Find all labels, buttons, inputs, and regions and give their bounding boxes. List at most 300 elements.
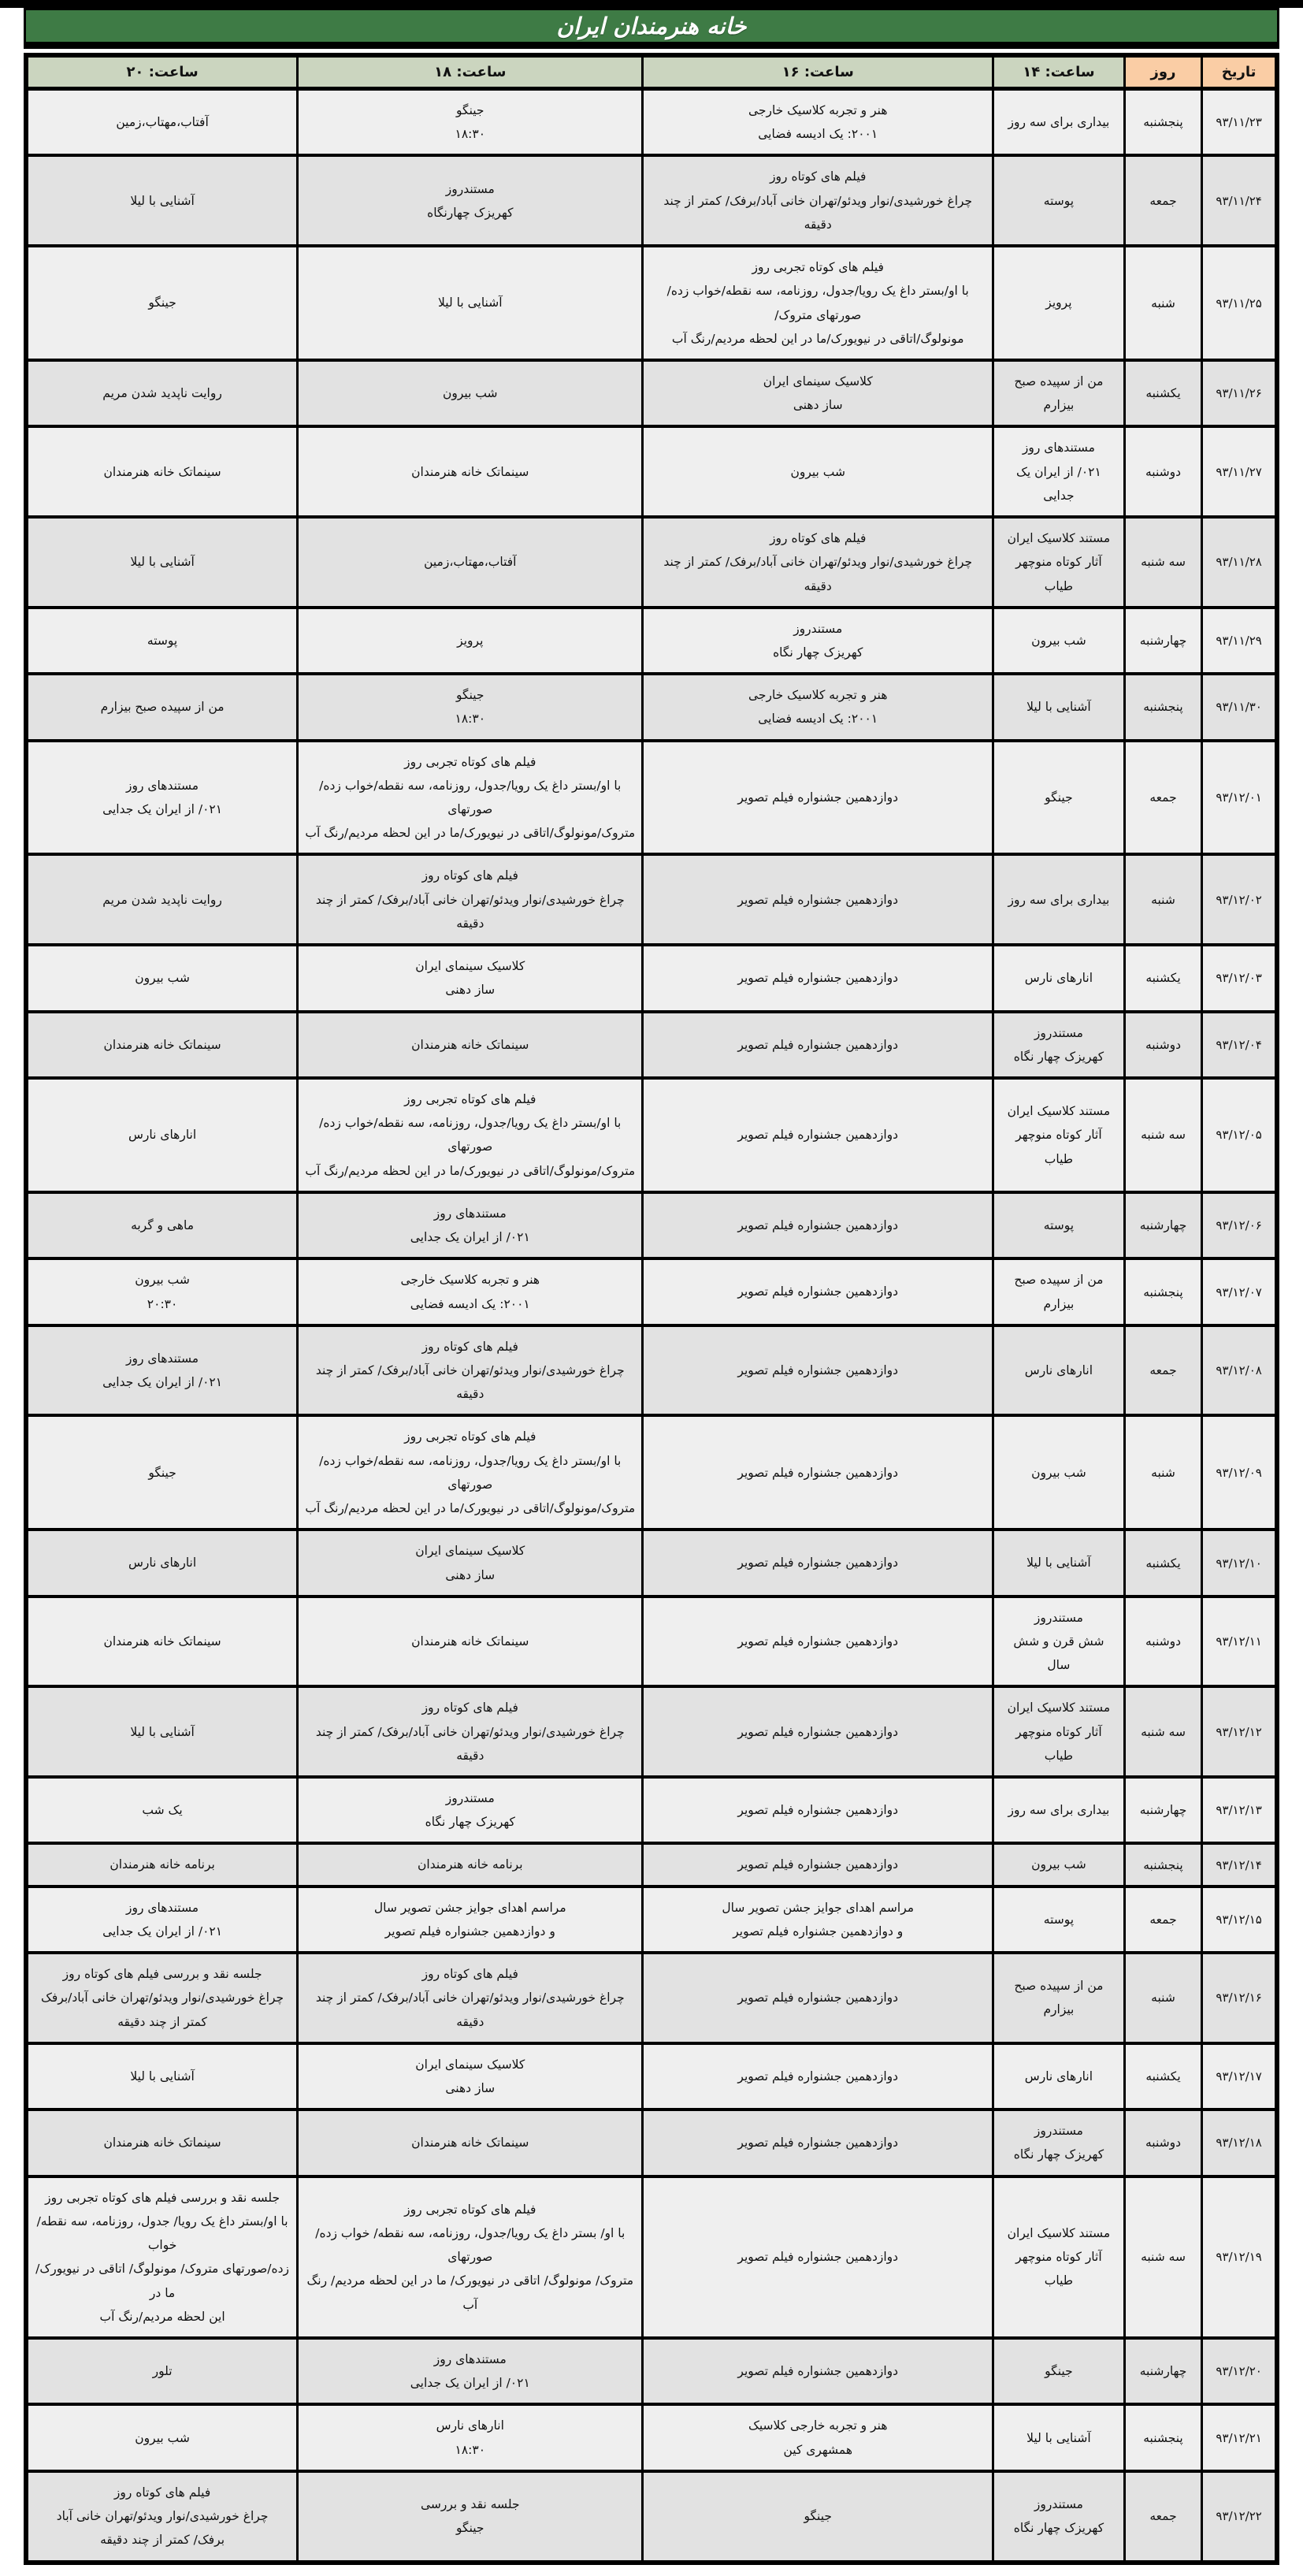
cell-line: ۰۲۱/ از ایران یک جدایی (102, 802, 223, 817)
table-row (26, 608, 1277, 674)
schedule-cell-20 (26, 1258, 298, 1325)
schedule-cell-16 (643, 945, 993, 1011)
schedule-sheet (0, 8, 1303, 2576)
schedule-cell-14 (993, 1597, 1125, 1687)
cell-line: چراغ خورشیدی/نوار ویدئو/تهران خانی آباد/برفک/ کمتر از چند دقیقه (315, 1991, 625, 2029)
cell-line: کلاسیک سینمای ایران (763, 374, 873, 388)
cell-line: کهریزک چهار نگاه (425, 1815, 515, 1830)
schedule-cell-18 (298, 517, 643, 608)
schedule-cell-16 (643, 2043, 993, 2109)
schedule-cell-18 (298, 1415, 643, 1530)
table-row (26, 945, 1277, 1011)
cell-line: شب بیرون (1031, 1465, 1086, 1480)
schedule-cell-20 (26, 426, 298, 517)
cell-line: فیلم های کوتاه روز (113, 2485, 211, 2500)
cell-line: مستندهای روز (126, 778, 199, 793)
schedule-cell-18 (298, 1953, 643, 2043)
cell-line: کهریزک چهار نگاه (1013, 2147, 1104, 2162)
table-row (26, 1886, 1277, 1953)
cell-line: ۰۲۱/ از ایران یک جدایی (410, 2376, 530, 2391)
cell-line: کلاسیک سینمای ایران (415, 2057, 525, 2072)
cell-line: هنر و تجربه کلاسیک خارجی (748, 688, 888, 703)
day-cell: شنبه (1124, 1415, 1201, 1530)
schedule-cell-20 (26, 1415, 298, 1530)
schedule-cell-20 (26, 2109, 298, 2176)
cell-line: متروک/مونولوگ/اتاقی در نیویورک/ما در این لحظه مردیم/رنگ آب (305, 1501, 636, 1516)
cell-line: شب بیرون (1031, 633, 1086, 648)
cell-line: با او/بستر داغ یک رویا/جدول، روزنامه، سه نقطه/خواب زده/صورتهای متروک/ (666, 284, 969, 322)
table-row (26, 1597, 1277, 1687)
day-cell: سه شنبه (1124, 1686, 1201, 1777)
cell-line: متروک/ مونولوگ/ اتاقی در نیویورک/ ما در این لحظه مردیم/ رنگ آب (306, 2273, 634, 2312)
schedule-cell-18 (298, 2176, 643, 2338)
cell-line: فیلم های کوتاه تجربی روز (404, 1092, 536, 1106)
cell-line: من از سپیده صبح بیزارم (1014, 1979, 1104, 2017)
schedule-cell-18 (298, 608, 643, 674)
cell-line: دوازدهمین جشنواره فیلم تصویر (737, 1217, 899, 1232)
schedule-cell-18 (298, 1597, 643, 1687)
cell-line: کمتر از چند دقیقه (117, 2014, 207, 2029)
cell-line: مستندهای روز (1022, 440, 1095, 455)
schedule-cell-14 (993, 1953, 1125, 2043)
cell-line: شب بیرون (443, 386, 498, 401)
cell-line: بیداری برای سه روز (1008, 1803, 1110, 1818)
cell-line: مستند کلاسیک ایران (1007, 1701, 1111, 1715)
cell-line: شب بیرون (790, 464, 845, 479)
table-row (26, 2109, 1277, 2176)
cell-line: فیلم های کوتاه روز (421, 868, 518, 883)
schedule-cell-20 (26, 854, 298, 945)
cell-line: با او/بستر داغ یک رویا/جدول، روزنامه، سه نقطه/خواب زده/صورتهای (319, 1453, 622, 1492)
schedule-cell-18 (298, 674, 643, 740)
day-cell: یکشنبه (1124, 2043, 1201, 2109)
cell-line: دوازدهمین جشنواره فیلم تصویر (737, 2069, 899, 2083)
schedule-cell-18 (298, 2043, 643, 2109)
cell-line: ماهی و گربه (131, 1217, 195, 1232)
date-cell: ۹۳/۱۲/۰۵ (1202, 1078, 1277, 1192)
cell-line: آثار کوتاه منوچهر طیاب (1015, 2250, 1102, 2288)
schedule-cell-14 (993, 608, 1125, 674)
cell-line: با او/بستر داغ یک رویا/ جدول، روزنامه، سه نقطه/ خواب (36, 2214, 288, 2253)
cell-line: فیلم های کوتاه تجربی روز (404, 1429, 536, 1444)
schedule-cell-18 (298, 854, 643, 945)
schedule-cell-20 (26, 1530, 298, 1596)
table-row (26, 1686, 1277, 1777)
table-row (26, 2404, 1277, 2470)
schedule-cell-14 (993, 1258, 1125, 1325)
cell-line: پوسته (1043, 193, 1075, 208)
schedule-cell-16 (643, 1686, 993, 1777)
cell-line: سینماتک خانه هنرمندان (103, 464, 221, 479)
schedule-cell-16 (643, 2109, 993, 2176)
table-row (26, 1953, 1277, 2043)
day-cell: یکشنبه (1124, 945, 1201, 1011)
schedule-cell-20 (26, 2176, 298, 2338)
schedule-cell-20 (26, 1078, 298, 1192)
cell-line: شب بیرون (1031, 1857, 1086, 1872)
table-row (26, 155, 1277, 246)
schedule-cell-16 (643, 1597, 993, 1687)
cell-line: روایت ناپدید شدن مریم (102, 386, 222, 401)
column-header-date: تاریخ (1202, 55, 1277, 89)
cell-line: جینگو (456, 688, 484, 703)
day-cell: پنجشنبه (1124, 2404, 1201, 2470)
cell-line: من از سپیده صبح بیزارم (1014, 1273, 1104, 1311)
cell-line: من از سپیده صبح بیزارم (100, 700, 225, 715)
cell-line: برنامه خانه هنرمندان (418, 1857, 523, 1872)
date-cell: ۹۳/۱۱/۲۸ (1202, 517, 1277, 608)
cell-line: آشنایی با لیلا (1026, 2430, 1091, 2445)
cell-line: ۲۰۰۱: یک ادیسه فضایی (410, 1296, 530, 1311)
schedule-cell-18 (298, 1886, 643, 1953)
schedule-cell-14 (993, 2176, 1125, 2338)
cell-line: سینماتک خانه هنرمندان (411, 464, 529, 479)
cell-line: چراغ خورشیدی/نوار ویدئو/تهران خانی آباد/برفک/ کمتر از چند دقیقه (663, 555, 973, 593)
day-cell: سه شنبه (1124, 517, 1201, 608)
column-header-day: روز (1124, 55, 1201, 89)
schedule-cell-20 (26, 1597, 298, 1687)
cell-line: مستندروز (1034, 1025, 1083, 1040)
schedule-cell-20 (26, 2471, 298, 2563)
table-row (26, 1777, 1277, 1843)
day-cell: چهارشنبه (1124, 2338, 1201, 2404)
cell-line: چراغ خورشیدی/نوار ویدئو/تهران خانی آباد (56, 2509, 269, 2524)
schedule-table (24, 53, 1279, 2565)
schedule-cell-14 (993, 2338, 1125, 2404)
schedule-cell-16 (643, 1192, 993, 1258)
cell-line: پرویز (1045, 296, 1072, 310)
cell-line: فیلم های کوتاه روز (421, 1967, 518, 1982)
cell-line: متروک/مونولوگ/اتاقی در نیویورک/ما در این لحظه مردیم/رنگ آب (305, 1163, 636, 1178)
cell-line: با او/ بستر داغ یک رویا/جدول، روزنامه، سه نقطه/ خواب زده/ صورتهای (315, 2225, 626, 2265)
cell-line: فیلم های کوتاه روز (770, 531, 867, 546)
schedule-cell-20 (26, 2404, 298, 2470)
cell-line: ساز دهنی (445, 2081, 496, 2095)
schedule-cell-20 (26, 1886, 298, 1953)
cell-line: ۱۸:۳۰ (455, 2442, 486, 2457)
cell-line: دوازدهمین جشنواره فیلم تصویر (737, 1991, 899, 2005)
cell-line: کلاسیک سینمای ایران (415, 1544, 525, 1559)
table-row (26, 1258, 1277, 1325)
cell-line: دوازدهمین جشنواره فیلم تصویر (737, 2364, 899, 2379)
table-row (26, 674, 1277, 740)
date-cell: ۹۳/۱۲/۱۷ (1202, 2043, 1277, 2109)
cell-line: با او/بستر داغ یک رویا/جدول، روزنامه، سه نقطه/خواب زده/صورتهای (319, 1116, 622, 1154)
schedule-cell-20 (26, 1192, 298, 1258)
schedule-cell-18 (298, 1843, 643, 1886)
table-row (26, 1415, 1277, 1530)
day-cell: جمعه (1124, 741, 1201, 855)
schedule-cell-20 (26, 2043, 298, 2109)
cell-line: آشنایی با لیلا (438, 296, 503, 310)
cell-line: دوازدهمین جشنواره فیلم تصویر (737, 1362, 899, 1377)
cell-line: پوسته (1043, 1912, 1075, 1927)
table-row (26, 1078, 1277, 1192)
schedule-cell-14 (993, 1012, 1125, 1078)
cell-line: چراغ خورشیدی/نوار ویدئو/تهران خانی آباد/برفک/ کمتر از چند دقیقه (315, 1362, 625, 1402)
cell-line: مستند کلاسیک ایران (1007, 1104, 1111, 1119)
day-cell: چهارشنبه (1124, 1777, 1201, 1843)
cell-line: آشنایی با لیلا (1026, 700, 1091, 715)
schedule-cell-14 (993, 2109, 1125, 2176)
table-row (26, 741, 1277, 855)
table-row (26, 1843, 1277, 1886)
table-row (26, 1192, 1277, 1258)
schedule-cell-20 (26, 1686, 298, 1777)
cell-line: آشنایی با لیلا (130, 555, 195, 570)
date-cell: ۹۳/۱۲/۱۲ (1202, 1686, 1277, 1777)
schedule-cell-14 (993, 945, 1125, 1011)
cell-line: آشنایی با لیلا (1026, 1556, 1091, 1571)
schedule-cell-14 (993, 1078, 1125, 1192)
cell-line: دوازدهمین جشنواره فیلم تصویر (737, 1634, 899, 1649)
schedule-cell-16 (643, 2404, 993, 2470)
cell-line: مراسم اهدای جوایز جشن تصویر سال (722, 1900, 915, 1915)
schedule-cell-16 (643, 360, 993, 426)
date-cell: ۹۳/۱۲/۰۷ (1202, 1258, 1277, 1325)
cell-line: مستندروز (445, 1791, 495, 1806)
cell-line: هنر و تجربه کلاسیک خارجی (748, 103, 888, 117)
schedule-cell-14 (993, 1777, 1125, 1843)
day-cell: چهارشنبه (1124, 1192, 1201, 1258)
cell-line: جینگو (148, 1465, 176, 1480)
schedule-cell-14 (993, 89, 1125, 156)
cell-line: مستندروز (1034, 2124, 1083, 2139)
schedule-cell-18 (298, 2109, 643, 2176)
cell-line: آفتاب،مهتاب،زمین (424, 555, 517, 570)
date-cell: ۹۳/۱۲/۰۱ (1202, 741, 1277, 855)
schedule-cell-20 (26, 155, 298, 246)
cell-line: فیلم های کوتاه تجربی روز (404, 754, 536, 769)
cell-line: مستند کلاسیک ایران (1007, 531, 1111, 546)
cell-line: دوازدهمین جشنواره فیلم تصویر (737, 2136, 899, 2150)
schedule-cell-16 (643, 1843, 993, 1886)
cell-line: ساز دهنی (445, 983, 496, 998)
schedule-cell-14 (993, 2471, 1125, 2563)
cell-line: ساز دهنی (445, 1567, 496, 1582)
schedule-cell-18 (298, 426, 643, 517)
cell-line: چراغ خورشیدی/نوار ویدئو/تهران خانی آباد/برفک/ کمتر از چند دقیقه (663, 193, 973, 232)
table-row (26, 2471, 1277, 2563)
cell-line: جلسه نقد و بررسی (420, 2496, 520, 2511)
schedule-cell-16 (643, 2338, 993, 2404)
cell-line: جینگو (456, 2521, 484, 2536)
schedule-cell-16 (643, 155, 993, 246)
header-row (26, 55, 1277, 89)
cell-line: دوازدهمین جشنواره فیلم تصویر (737, 1803, 899, 1818)
schedule-cell-16 (643, 1012, 993, 1078)
cell-line: کهریزک چهار نگاه (1013, 1049, 1104, 1064)
cell-line: زده/صورتهای متروک/ مونولوگ/ اتاقی در نیویورک/ما در (35, 2262, 289, 2300)
schedule-body (26, 89, 1277, 2563)
table-row (26, 426, 1277, 517)
cell-line: آشنایی با لیلا (130, 193, 195, 208)
cell-line: انارهای نارس (436, 2418, 504, 2433)
date-cell: ۹۳/۱۱/۳۰ (1202, 674, 1277, 740)
cell-line: ۲۰۰۱: یک ادیسه فضایی (758, 127, 878, 142)
schedule-cell-14 (993, 155, 1125, 246)
schedule-cell-20 (26, 1843, 298, 1886)
schedule-cell-20 (26, 2338, 298, 2404)
cell-line: دوازدهمین جشنواره فیلم تصویر (737, 1465, 899, 1480)
day-cell: شنبه (1124, 854, 1201, 945)
day-cell: دوشنبه (1124, 1012, 1201, 1078)
table-row (26, 854, 1277, 945)
schedule-cell-16 (643, 246, 993, 360)
cell-line: ۲۰:۳۰ (147, 1296, 178, 1311)
schedule-cell-16 (643, 1886, 993, 1953)
schedule-cell-14 (993, 1886, 1125, 1953)
cell-line: جینگو (804, 2509, 832, 2524)
date-cell: ۹۳/۱۲/۱۸ (1202, 2109, 1277, 2176)
cell-line: روایت ناپدید شدن مریم (102, 892, 222, 907)
cell-line: دوازدهمین جشنواره فیلم تصویر (737, 1284, 899, 1299)
schedule-cell-16 (643, 2471, 993, 2563)
cell-line: کهریزک چهار نگاه (1013, 2521, 1104, 2536)
date-cell: ۹۳/۱۲/۱۱ (1202, 1597, 1277, 1687)
day-cell: پنجشنبه (1124, 1843, 1201, 1886)
cell-line: ۲۰۰۱: یک ادیسه فضایی (758, 712, 878, 727)
schedule-cell-14 (993, 246, 1125, 360)
cell-line: بیداری برای سه روز (1008, 115, 1110, 130)
date-cell: ۹۳/۱۲/۰۹ (1202, 1415, 1277, 1530)
table-row (26, 89, 1277, 156)
cell-line: کهریزک چهار نگاه (773, 645, 863, 660)
date-cell: ۹۳/۱۱/۲۵ (1202, 246, 1277, 360)
cell-line: دوازدهمین جشنواره فیلم تصویر (737, 892, 899, 907)
schedule-cell-16 (643, 608, 993, 674)
cell-line: جلسه نقد و بررسی فیلم های کوتاه تجربی روز (45, 2190, 280, 2205)
schedule-cell-14 (993, 2404, 1125, 2470)
cell-line: جینگو (148, 296, 176, 310)
day-cell: جمعه (1124, 1325, 1201, 1416)
day-cell: سه شنبه (1124, 2176, 1201, 2338)
cell-line: و دوازدهمین جشنواره فیلم تصویر (384, 1924, 555, 1939)
date-cell: ۹۳/۱۲/۲۱ (1202, 2404, 1277, 2470)
schedule-cell-14 (993, 1686, 1125, 1777)
schedule-cell-20 (26, 89, 298, 156)
cell-line: ۰۲۱/ از ایران یک جدایی (1016, 464, 1101, 503)
cell-line: دوازدهمین جشنواره فیلم تصویر (737, 2250, 899, 2265)
schedule-cell-20 (26, 1953, 298, 2043)
cell-line: مستندهای روز (126, 1900, 199, 1915)
column-header-hour-16: ساعت: ۱۶ (643, 55, 993, 89)
schedule-cell-16 (643, 1953, 993, 2043)
cell-line: آثار کوتاه منوچهر طیاب (1015, 555, 1102, 593)
date-cell: ۹۳/۱۲/۱۹ (1202, 2176, 1277, 2338)
day-cell: شنبه (1124, 1953, 1201, 2043)
schedule-cell-20 (26, 945, 298, 1011)
cell-line: یک شب (142, 1803, 183, 1818)
schedule-cell-20 (26, 1325, 298, 1416)
schedule-cell-20 (26, 246, 298, 360)
date-cell: ۹۳/۱۲/۰۶ (1202, 1192, 1277, 1258)
schedule-cell-18 (298, 1258, 643, 1325)
cell-line: و دوازدهمین جشنواره فیلم تصویر (733, 1924, 904, 1939)
cell-line: مستندروز (793, 621, 843, 636)
day-cell: سه شنبه (1124, 1078, 1201, 1192)
cell-line: فیلم های کوتاه تجربی روز (752, 260, 884, 275)
schedule-cell-14 (993, 1843, 1125, 1886)
cell-line: مستندهای روز (126, 1351, 199, 1366)
cell-line: برنامه خانه هنرمندان (110, 1857, 215, 1872)
cell-line: انارهای نارس (1024, 2069, 1093, 2083)
schedule-cell-16 (643, 854, 993, 945)
schedule-cell-16 (643, 1530, 993, 1596)
schedule-cell-14 (993, 2043, 1125, 2109)
schedule-cell-20 (26, 741, 298, 855)
cell-line: دوازدهمین جشنواره فیلم تصویر (737, 1128, 899, 1143)
cell-line: همشهری کین (783, 2442, 853, 2457)
cell-line: با او/بستر داغ یک رویا/جدول، روزنامه، سه نقطه/خواب زده/صورتهای (319, 778, 622, 817)
cell-line: سینماتک خانه هنرمندان (411, 1037, 529, 1052)
cell-line: چراغ خورشیدی/نوار ویدئو/تهران خانی آباد/برفک/ کمتر از چند دقیقه (315, 892, 625, 931)
top-black-bar (0, 0, 1303, 8)
schedule-cell-18 (298, 1192, 643, 1258)
cell-line: من از سپیده صبح بیزارم (1014, 374, 1104, 413)
cell-line: پرویز (457, 633, 484, 648)
schedule-cell-18 (298, 155, 643, 246)
schedule-cell-18 (298, 360, 643, 426)
cell-line: دوازدهمین جشنواره فیلم تصویر (737, 1037, 899, 1052)
cell-line: جینگو (1045, 2364, 1073, 2379)
date-cell: ۹۳/۱۲/۱۵ (1202, 1886, 1277, 1953)
table-row (26, 2176, 1277, 2338)
cell-line: آشنایی با لیلا (130, 1724, 195, 1739)
day-cell: دوشنبه (1124, 426, 1201, 517)
day-cell: چهارشنبه (1124, 608, 1201, 674)
day-cell: پنجشنبه (1124, 674, 1201, 740)
table-row (26, 1012, 1277, 1078)
cell-line: دوازدهمین جشنواره فیلم تصویر (737, 790, 899, 805)
schedule-cell-18 (298, 246, 643, 360)
cell-line: ساز دهنی (793, 398, 843, 413)
cell-line: شش قرن و شش سال (1013, 1634, 1104, 1673)
cell-line: فیلم های کوتاه روز (421, 1701, 518, 1715)
date-cell: ۹۳/۱۲/۰۸ (1202, 1325, 1277, 1416)
day-cell: جمعه (1124, 1886, 1201, 1953)
cell-line: متروک/مونولوگ/اتاقی در نیویورک/ما در این لحظه مردیم/رنگ آب (305, 826, 636, 841)
date-cell: ۹۳/۱۲/۰۳ (1202, 945, 1277, 1011)
day-cell: دوشنبه (1124, 2109, 1201, 2176)
date-cell: ۹۳/۱۲/۲۲ (1202, 2471, 1277, 2563)
cell-line: شب بیرون (135, 1273, 190, 1288)
cell-line: مونولوگ/اتاقی در نیویورک/ما در این لحظه مردیم/رنگ آب (671, 331, 964, 346)
schedule-cell-18 (298, 89, 643, 156)
schedule-cell-18 (298, 741, 643, 855)
cell-line: سینماتک خانه هنرمندان (103, 1634, 221, 1649)
cell-line: این لحظه مردیم/رنگ آب (99, 2309, 225, 2324)
date-cell: ۹۳/۱۲/۰۲ (1202, 854, 1277, 945)
cell-line: جینگو (1045, 790, 1073, 805)
cell-line: شب بیرون (135, 2430, 190, 2445)
cell-line: کهریزک چهارنگاه (427, 205, 514, 220)
schedule-cell-16 (643, 1325, 993, 1416)
schedule-cell-20 (26, 1012, 298, 1078)
cell-line: مستندروز (445, 181, 495, 196)
cell-line: انارهای نارس (128, 1556, 197, 1571)
schedule-cell-18 (298, 1078, 643, 1192)
cell-line: هنر و تجربه کلاسیک خارجی (400, 1273, 540, 1288)
table-row (26, 246, 1277, 360)
cell-line: دوازدهمین جشنواره فیلم تصویر (737, 1556, 899, 1571)
cell-line: سینماتک خانه هنرمندان (103, 1037, 221, 1052)
cell-line: شب بیرون (135, 971, 190, 986)
schedule-cell-16 (643, 517, 993, 608)
day-cell: پنجشنبه (1124, 1258, 1201, 1325)
cell-line: آثار کوتاه منوچهر طیاب (1015, 1128, 1102, 1166)
schedule-cell-20 (26, 360, 298, 426)
